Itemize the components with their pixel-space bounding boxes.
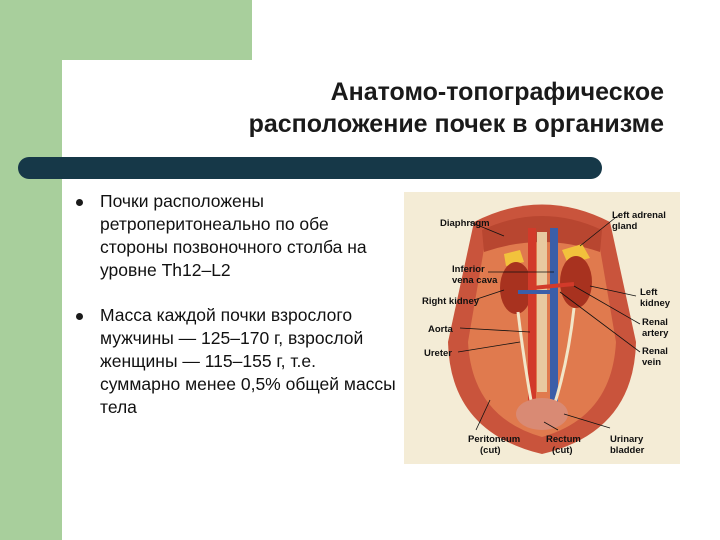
label-bladder: bladder [610, 445, 645, 456]
slide-title [104, 76, 664, 140]
label-renal-artery: artery [642, 328, 669, 339]
label-ureter: Ureter [424, 348, 452, 359]
kidney-anatomy-figure [404, 192, 680, 464]
label-left-kidney: Left [640, 287, 658, 298]
bullet-dot-icon [76, 313, 83, 320]
bullet-dot-icon [76, 199, 83, 206]
bullet-text: Масса каждой почки взрослого мужчины — 125–170 г, взрослой женщины — 115–155 г, т.е. суммарно менее 0,5% общей массы тела [100, 305, 396, 417]
label-rectum: (cut) [552, 445, 573, 456]
bullet-item [70, 190, 400, 282]
label-left-adrenal: Left adrenal [612, 210, 666, 221]
label-peritoneum: Peritoneum [468, 434, 521, 445]
label-peritoneum: (cut) [480, 445, 501, 456]
label-rectum: Rectum [546, 434, 581, 445]
label-ivc: Inferior [452, 264, 485, 275]
label-left-kidney: kidney [640, 298, 671, 309]
label-aorta: Aorta [428, 324, 453, 335]
bullet-item [70, 304, 400, 419]
label-ivc: vena cava [452, 275, 498, 286]
label-right-kidney: Right kidney [422, 296, 480, 307]
label-renal-vein: vein [642, 357, 662, 368]
label-bladder: Urinary [610, 434, 644, 445]
bullet-text: Почки расположены ретроперитонеально по обе стороны позвоночного столба на уровне Th12–L2 [100, 191, 367, 280]
label-renal-artery: Renal [642, 317, 668, 328]
left-accent-band [0, 0, 62, 540]
title-line-2: расположение почек в организме [248, 110, 664, 138]
label-diaphragm: Diaphragm [440, 218, 490, 229]
label-left-adrenal: gland [612, 221, 638, 232]
bullet-list [70, 190, 400, 441]
title-line-1: Анатомо-топографическое [330, 78, 664, 106]
label-renal-vein: Renal [642, 346, 668, 357]
title-divider-bar [18, 157, 602, 179]
top-accent-band [0, 0, 252, 60]
